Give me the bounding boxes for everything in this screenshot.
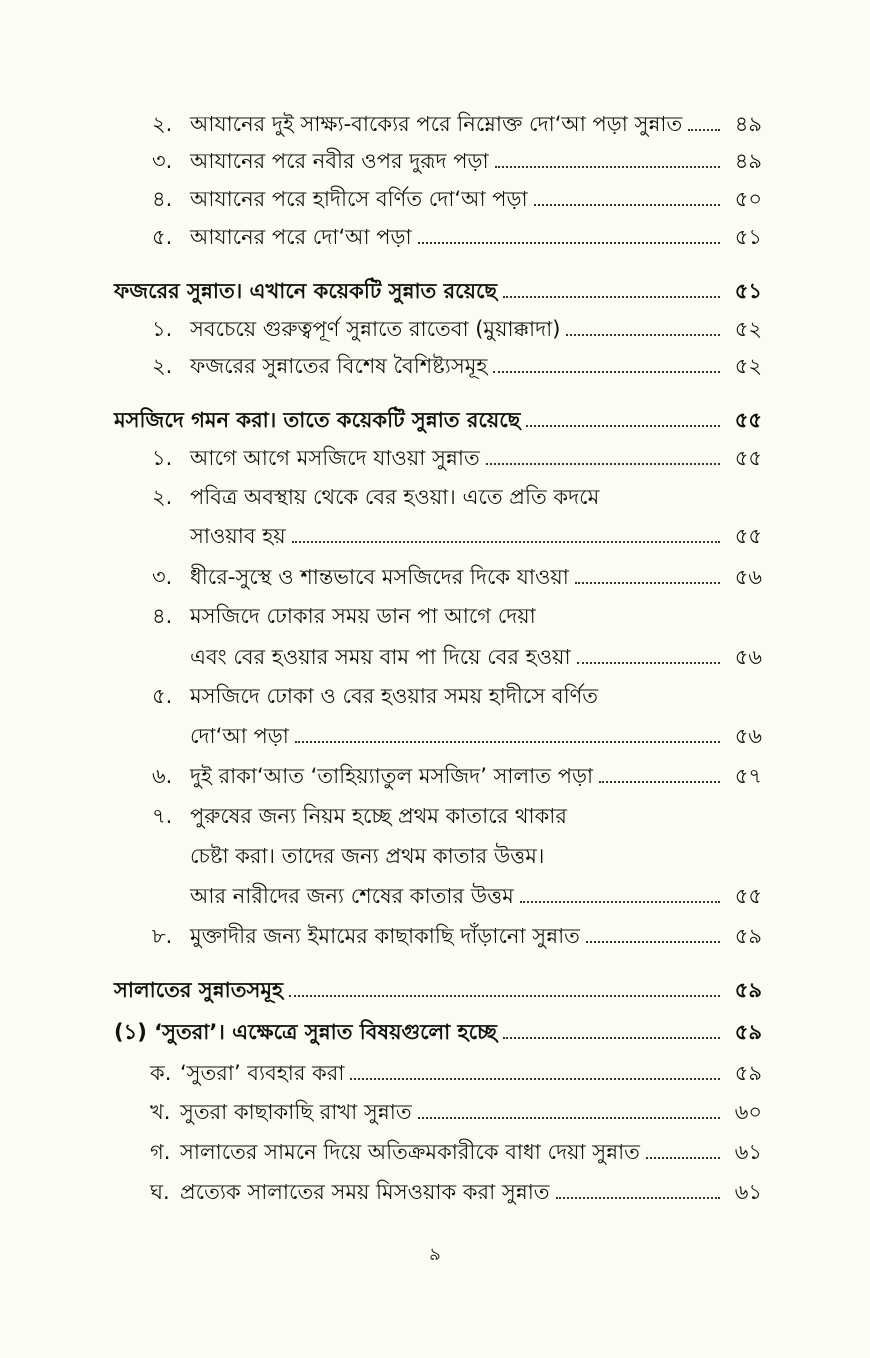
dot-leader <box>486 463 720 465</box>
entry-page: ৫৬ <box>734 645 762 669</box>
dot-leader <box>526 425 720 427</box>
entry-page: ৬১ <box>734 1180 762 1204</box>
entry-page: ৫১ <box>734 279 762 303</box>
entry-title: আযানের পরে হাদীসে বর্ণিত দো‘আ পড়া <box>190 187 528 211</box>
toc-entry-second-line <box>190 842 544 870</box>
entry-number: ২. <box>152 354 173 378</box>
entry-number: ৩. <box>152 565 173 589</box>
toc-section-heading <box>114 1018 762 1046</box>
entry-number: ৪. <box>152 187 173 211</box>
entry-title: মুক্তাদীর জন্য ইমামের কাছাকাছি দাঁড়ানো সুন্নাত <box>190 924 580 948</box>
toc-entry <box>152 444 762 472</box>
entry-page: ৫২ <box>734 354 762 378</box>
section-title: (১) ‘সুতরা’। এক্ষেত্রে সুন্নাত বিষয়গুলো হচ্ছে <box>114 1020 497 1044</box>
entry-title: আর নারীদের জন্য শেষের কাতার উত্তম <box>190 884 514 908</box>
toc-entry <box>152 315 762 343</box>
entry-page: ৫৯ <box>734 1020 762 1044</box>
dot-leader <box>503 1037 720 1039</box>
dot-leader <box>534 204 720 206</box>
entry-number: ৫. <box>152 684 173 708</box>
entry-title-line: মসজিদে ঢোকার সময় ডান পা আগে দেয়া <box>190 604 536 628</box>
entry-page: ৫৫ <box>734 408 762 432</box>
section-title: ফজরের সুন্নাত। এখানে কয়েকটি সুন্নাত রয়েছে <box>114 279 498 303</box>
entry-page: ৫২ <box>734 317 762 341</box>
toc-entry-first-line <box>152 602 536 630</box>
dot-leader <box>599 781 720 783</box>
entry-title: সালাতের সামনে দিয়ে অতিক্রমকারীকে বাধা দেয়া সুন্নাত <box>180 1140 640 1164</box>
entry-title-line: পুরুষের জন্য নিয়ম হচ্ছে প্রথম কাতারে থাকার <box>190 804 567 828</box>
toc-entry-first-line <box>152 483 599 511</box>
toc-entry <box>150 1059 762 1087</box>
entry-number: খ. <box>150 1100 171 1124</box>
entry-page: ৫০ <box>734 187 762 211</box>
section-title: মসজিদে গমন করা। তাতে কয়েকটি সুন্নাত রয়েছে <box>114 408 521 432</box>
dot-leader <box>556 1197 720 1199</box>
entry-title-line: চেষ্টা করা। তাদের জন্য প্রথম কাতার উত্তম। <box>190 844 545 868</box>
entry-title: এবং বের হওয়ার সময় বাম পা দিয়ে বের হওয়া <box>190 645 571 669</box>
entry-title: প্রত্যেক সালাতের সময় মিসওয়াক করা সুন্নাত <box>180 1180 550 1204</box>
dot-leader <box>350 1078 720 1080</box>
dot-leader <box>289 995 720 997</box>
dot-leader <box>295 741 720 743</box>
entry-number: ৮. <box>152 924 173 948</box>
dot-leader <box>292 541 720 543</box>
dot-leader <box>566 334 720 336</box>
toc-entry <box>152 762 762 790</box>
entry-page: ৪৯ <box>734 149 762 173</box>
dot-leader <box>586 941 720 943</box>
dot-leader <box>520 901 720 903</box>
entry-page: ৫১ <box>734 225 762 249</box>
entry-title: আযানের পরে নবীর ওপর দুরূদ পড়া <box>190 149 489 173</box>
entry-title: ফজরের সুন্নাতের বিশেষ বৈশিষ্ট্যসমূহ <box>190 354 488 378</box>
entry-title: ধীরে-সুস্থে ও শান্তভাবে মসজিদের দিকে যাওয়া <box>190 565 569 589</box>
entry-title: আযানের দুই সাক্ষ্য-বাক্যের পরে নিম্নোক্ত দো‘আ পড়া সুন্নাত <box>190 112 683 136</box>
dot-leader <box>646 1157 720 1159</box>
entry-number: ৭. <box>152 804 173 828</box>
toc-entry-first-line <box>152 682 598 710</box>
dot-leader <box>577 662 720 664</box>
entry-number: ১. <box>152 317 173 341</box>
entry-number: ১. <box>152 446 173 470</box>
toc-entry <box>152 922 762 950</box>
toc-entry <box>152 110 762 138</box>
toc-entry <box>152 352 762 380</box>
entry-title: সুতরা কাছাকাছি রাখা সুন্নাত <box>180 1100 412 1124</box>
entry-number: ৫. <box>152 225 173 249</box>
toc-entry <box>150 1138 762 1166</box>
entry-page: ৫৯ <box>734 924 762 948</box>
toc-entry <box>150 1178 762 1206</box>
toc-entry <box>152 563 762 591</box>
toc-entry <box>152 147 762 175</box>
entry-page: ৫৬ <box>734 565 762 589</box>
entry-number: ঘ. <box>150 1180 170 1204</box>
dot-leader <box>493 371 720 373</box>
entry-page: ৫৯ <box>734 1061 762 1085</box>
entry-page: ৫৭ <box>734 764 762 788</box>
entry-number: গ. <box>150 1140 171 1164</box>
entry-number: ৬. <box>152 764 173 788</box>
dot-leader <box>495 166 720 168</box>
toc-entry <box>190 882 762 910</box>
page-number: ৯ <box>429 1244 441 1265</box>
toc-entry <box>152 185 762 213</box>
entry-title-line: পবিত্র অবস্থায় থেকে বের হওয়া। এতে প্রতি কদমে <box>190 485 600 509</box>
entry-page: ৫৫ <box>734 524 762 548</box>
entry-number: ২. <box>152 485 173 509</box>
toc-entry <box>150 1098 762 1126</box>
dot-leader <box>418 1117 720 1119</box>
entry-title: আযানের পরে দো‘আ পড়া <box>190 225 412 249</box>
entry-title-line: মসজিদে ঢোকা ও বের হওয়ার সময় হাদীসে বর্ণিত <box>190 684 599 708</box>
entry-number: ৪. <box>152 604 173 628</box>
entry-page: ৫৫ <box>734 446 762 470</box>
section-title: সালাতের সুন্নাতসমূহ <box>114 978 284 1002</box>
toc-entry-first-line <box>152 802 567 830</box>
toc-entry <box>190 522 762 550</box>
entry-number: ক. <box>150 1061 172 1085</box>
entry-title: সবচেয়ে গুরুত্বপূর্ণ সুন্নাতে রাতেবা (মুয়াক্কাদা) <box>190 317 561 341</box>
toc-section-heading <box>114 277 762 305</box>
entry-page: ৬১ <box>734 1140 762 1164</box>
toc-entry <box>152 223 762 251</box>
toc-section-heading <box>114 406 762 434</box>
dot-leader <box>418 242 720 244</box>
toc-entry <box>190 722 762 750</box>
dot-leader <box>575 582 720 584</box>
entry-title: ‘সুতরা’ ব্যবহার করা <box>180 1061 345 1085</box>
entry-page: ৫৬ <box>734 724 762 748</box>
entry-page: ৪৯ <box>734 112 762 136</box>
entry-title: দো‘আ পড়া <box>190 724 289 748</box>
entry-title: সাওয়াব হয় <box>190 524 286 548</box>
dot-leader <box>503 296 720 298</box>
entry-page: ৬০ <box>734 1100 762 1124</box>
entry-page: ৫৯ <box>734 978 762 1002</box>
dot-leader <box>688 129 720 131</box>
entry-number: ৩. <box>152 149 173 173</box>
entry-title: আগে আগে মসজিদে যাওয়া সুন্নাত <box>190 446 480 470</box>
entry-title: দুই রাকা‘আত ‘তাহিয়্যাতুল মসজিদ’ সালাত পড়া <box>190 764 594 788</box>
toc-section-heading <box>114 976 762 1004</box>
toc-entry <box>190 643 762 671</box>
entry-page: ৫৫ <box>734 884 762 908</box>
entry-number: ২. <box>152 112 173 136</box>
